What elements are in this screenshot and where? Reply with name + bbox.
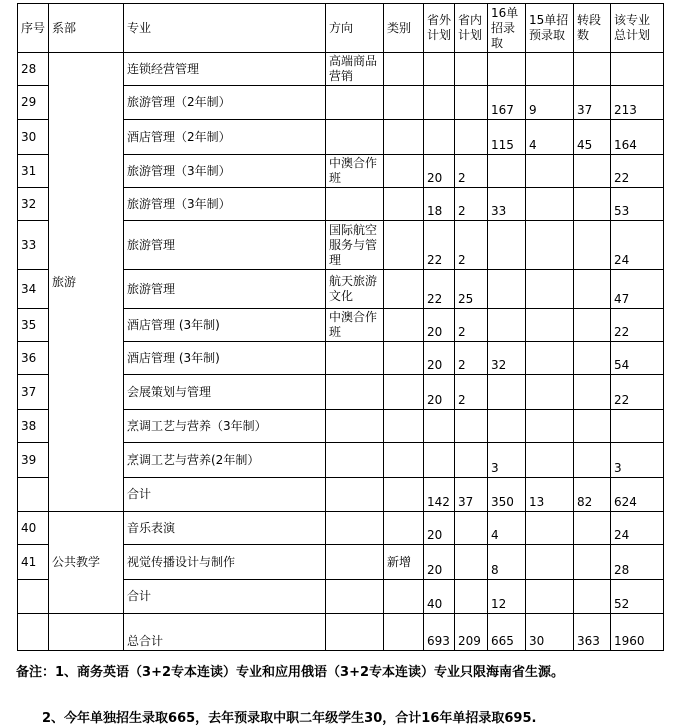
- adm16-cell: [488, 375, 526, 410]
- serial-cell: 36: [18, 342, 49, 375]
- major-cell: 音乐表演: [124, 512, 326, 545]
- column-header-major: 专业: [124, 4, 326, 53]
- in-plan-cell: [455, 86, 488, 120]
- grandtotal-row: [18, 614, 664, 651]
- category-cell: [384, 53, 424, 86]
- transfer-cell: 82: [574, 478, 611, 512]
- major-cell: 酒店管理 (3年制): [124, 309, 326, 342]
- category-cell: [384, 342, 424, 375]
- pre15-cell: [526, 188, 574, 221]
- out-plan-cell: 22: [424, 221, 455, 270]
- pre15-cell: 9: [526, 86, 574, 120]
- pre15-cell: [526, 342, 574, 375]
- serial-cell: 29: [18, 86, 49, 120]
- category-cell: 新增: [384, 545, 424, 580]
- direction-cell: [326, 86, 384, 120]
- serial-cell: 38: [18, 410, 49, 443]
- in-plan-cell: [455, 512, 488, 545]
- serial-cell: 30: [18, 120, 49, 155]
- transfer-cell: 37: [574, 86, 611, 120]
- category-cell: [384, 443, 424, 478]
- transfer-cell: [574, 309, 611, 342]
- total-cell: 213: [611, 86, 664, 120]
- major-cell: 旅游管理（3年制）: [124, 155, 326, 188]
- major-cell: 烹调工艺与营养(2年制）: [124, 443, 326, 478]
- total-cell: 3: [611, 443, 664, 478]
- adm16-cell: [488, 53, 526, 86]
- direction-cell: 中澳合作班: [326, 309, 384, 342]
- major-cell: 酒店管理 (3年制): [124, 342, 326, 375]
- grandtotal-label-cell: 总合计: [124, 614, 326, 651]
- transfer-cell: [574, 221, 611, 270]
- admission-plan-table: [17, 3, 664, 651]
- transfer-cell: [574, 375, 611, 410]
- in-plan-cell: [455, 545, 488, 580]
- pre15-cell: [526, 375, 574, 410]
- column-header-no: 序号: [18, 4, 49, 53]
- department-cell: [49, 614, 124, 651]
- category-cell: [384, 512, 424, 545]
- pre15-cell: [526, 309, 574, 342]
- pre15-cell: [526, 512, 574, 545]
- direction-cell: [326, 614, 384, 651]
- out-plan-cell: [424, 120, 455, 155]
- in-plan-cell: 2: [455, 309, 488, 342]
- in-plan-cell: [455, 580, 488, 614]
- in-plan-cell: 2: [455, 342, 488, 375]
- adm16-cell: 115: [488, 120, 526, 155]
- row-28: [18, 53, 664, 86]
- serial-cell: [18, 614, 49, 651]
- column-header-direction: 方向: [326, 4, 384, 53]
- serial-cell: 31: [18, 155, 49, 188]
- major-cell: 旅游管理（2年制）: [124, 86, 326, 120]
- category-cell: [384, 155, 424, 188]
- total-cell: 24: [611, 221, 664, 270]
- total-cell: 1960: [611, 614, 664, 651]
- direction-cell: 中澳合作班: [326, 155, 384, 188]
- total-cell: 52: [611, 580, 664, 614]
- in-plan-cell: 37: [455, 478, 488, 512]
- serial-cell: 34: [18, 270, 49, 309]
- category-cell: [384, 86, 424, 120]
- table-body: [18, 53, 664, 651]
- direction-cell: [326, 188, 384, 221]
- direction-cell: [326, 512, 384, 545]
- direction-cell: 航天旅游文化: [326, 270, 384, 309]
- direction-cell: 国际航空服务与管理: [326, 221, 384, 270]
- subtotal-label-cell: 合计: [124, 478, 326, 512]
- adm16-cell: 32: [488, 342, 526, 375]
- category-cell: [384, 580, 424, 614]
- total-cell: 22: [611, 375, 664, 410]
- adm16-cell: 12: [488, 580, 526, 614]
- transfer-cell: [574, 342, 611, 375]
- major-cell: 视觉传播设计与制作: [124, 545, 326, 580]
- transfer-cell: [574, 443, 611, 478]
- category-cell: [384, 309, 424, 342]
- major-cell: 旅游管理（3年制）: [124, 188, 326, 221]
- pre15-cell: [526, 410, 574, 443]
- in-plan-cell: [455, 410, 488, 443]
- in-plan-cell: 209: [455, 614, 488, 651]
- adm16-cell: 8: [488, 545, 526, 580]
- out-plan-cell: 20: [424, 512, 455, 545]
- transfer-cell: [574, 155, 611, 188]
- footnote-2: 2、今年单独招生录取665，去年预录取中职二年级学生30，合计16年单招录取695.: [42, 711, 537, 726]
- adm16-cell: [488, 410, 526, 443]
- out-plan-cell: 20: [424, 545, 455, 580]
- serial-cell: 32: [18, 188, 49, 221]
- out-plan-cell: 20: [424, 155, 455, 188]
- in-plan-cell: 2: [455, 155, 488, 188]
- adm16-cell: [488, 270, 526, 309]
- total-cell: 53: [611, 188, 664, 221]
- total-cell: 24: [611, 512, 664, 545]
- serial-cell: 37: [18, 375, 49, 410]
- category-cell: [384, 221, 424, 270]
- row-40: [18, 512, 664, 545]
- major-cell: 烹调工艺与营养（3年制）: [124, 410, 326, 443]
- department-cell: 公共教学: [49, 512, 124, 614]
- adm16-cell: 167: [488, 86, 526, 120]
- adm16-cell: 3: [488, 443, 526, 478]
- out-plan-cell: 40: [424, 580, 455, 614]
- column-header-out_plan: 省外计划: [424, 4, 455, 53]
- department-cell: 旅游: [49, 53, 124, 512]
- column-header-in_plan: 省内计划: [455, 4, 488, 53]
- major-cell: 旅游管理: [124, 270, 326, 309]
- transfer-cell: [574, 53, 611, 86]
- out-plan-cell: 20: [424, 309, 455, 342]
- out-plan-cell: 22: [424, 270, 455, 309]
- category-cell: [384, 188, 424, 221]
- transfer-cell: 363: [574, 614, 611, 651]
- category-cell: [384, 120, 424, 155]
- transfer-cell: [574, 512, 611, 545]
- in-plan-cell: [455, 53, 488, 86]
- direction-cell: [326, 443, 384, 478]
- serial-cell: 33: [18, 221, 49, 270]
- total-cell: 22: [611, 309, 664, 342]
- total-cell: 22: [611, 155, 664, 188]
- column-header-adm16: 16单招录取: [488, 4, 526, 53]
- out-plan-cell: [424, 410, 455, 443]
- transfer-cell: [574, 545, 611, 580]
- direction-cell: [326, 120, 384, 155]
- serial-cell: 35: [18, 309, 49, 342]
- major-cell: 连锁经营管理: [124, 53, 326, 86]
- direction-cell: [326, 580, 384, 614]
- direction-cell: [326, 545, 384, 580]
- adm16-cell: [488, 221, 526, 270]
- column-header-pre15: 15单招预录取: [526, 4, 574, 53]
- out-plan-cell: 142: [424, 478, 455, 512]
- out-plan-cell: 693: [424, 614, 455, 651]
- pre15-cell: [526, 221, 574, 270]
- serial-cell: [18, 580, 49, 614]
- in-plan-cell: [455, 443, 488, 478]
- pre15-cell: 30: [526, 614, 574, 651]
- pre15-cell: [526, 53, 574, 86]
- category-cell: [384, 270, 424, 309]
- in-plan-cell: [455, 120, 488, 155]
- pre15-cell: [526, 443, 574, 478]
- transfer-cell: [574, 188, 611, 221]
- serial-cell: 41: [18, 545, 49, 580]
- pre15-cell: 4: [526, 120, 574, 155]
- category-cell: [384, 375, 424, 410]
- total-cell: 28: [611, 545, 664, 580]
- serial-cell: [18, 478, 49, 512]
- serial-cell: 39: [18, 443, 49, 478]
- transfer-cell: [574, 580, 611, 614]
- serial-cell: 40: [18, 512, 49, 545]
- in-plan-cell: 2: [455, 375, 488, 410]
- out-plan-cell: [424, 53, 455, 86]
- transfer-cell: 45: [574, 120, 611, 155]
- pre15-cell: [526, 270, 574, 309]
- direction-cell: [326, 410, 384, 443]
- direction-cell: 高端商品营销: [326, 53, 384, 86]
- column-header-transfer: 转段数: [574, 4, 611, 53]
- in-plan-cell: 2: [455, 221, 488, 270]
- transfer-cell: [574, 270, 611, 309]
- serial-cell: 28: [18, 53, 49, 86]
- major-cell: 会展策划与管理: [124, 375, 326, 410]
- pre15-cell: [526, 155, 574, 188]
- total-cell: [611, 410, 664, 443]
- adm16-cell: 665: [488, 614, 526, 651]
- total-cell: 54: [611, 342, 664, 375]
- adm16-cell: 350: [488, 478, 526, 512]
- direction-cell: [326, 478, 384, 512]
- category-cell: [384, 478, 424, 512]
- out-plan-cell: [424, 86, 455, 120]
- column-header-category: 类别: [384, 4, 424, 53]
- out-plan-cell: [424, 443, 455, 478]
- transfer-cell: [574, 410, 611, 443]
- in-plan-cell: 2: [455, 188, 488, 221]
- major-cell: 旅游管理: [124, 221, 326, 270]
- header-row: [18, 4, 664, 53]
- category-cell: [384, 614, 424, 651]
- footnote-1: 备注：1、商务英语（3+2专本连读）专业和应用俄语（3+2专本连读）专业只限海南省生源。: [16, 665, 565, 680]
- out-plan-cell: 20: [424, 375, 455, 410]
- column-header-dept: 系部: [49, 4, 124, 53]
- in-plan-cell: 25: [455, 270, 488, 309]
- direction-cell: [326, 342, 384, 375]
- pre15-cell: [526, 580, 574, 614]
- adm16-cell: 4: [488, 512, 526, 545]
- total-cell: 164: [611, 120, 664, 155]
- total-cell: [611, 53, 664, 86]
- column-header-total: 该专业总计划: [611, 4, 664, 53]
- out-plan-cell: 20: [424, 342, 455, 375]
- total-cell: 624: [611, 478, 664, 512]
- pre15-cell: 13: [526, 478, 574, 512]
- total-cell: 47: [611, 270, 664, 309]
- major-cell: 酒店管理（2年制）: [124, 120, 326, 155]
- pre15-cell: [526, 545, 574, 580]
- out-plan-cell: 18: [424, 188, 455, 221]
- direction-cell: [326, 375, 384, 410]
- page: [0, 3, 675, 726]
- category-cell: [384, 410, 424, 443]
- adm16-cell: 33: [488, 188, 526, 221]
- adm16-cell: [488, 155, 526, 188]
- adm16-cell: [488, 309, 526, 342]
- subtotal-label-cell: 合计: [124, 580, 326, 614]
